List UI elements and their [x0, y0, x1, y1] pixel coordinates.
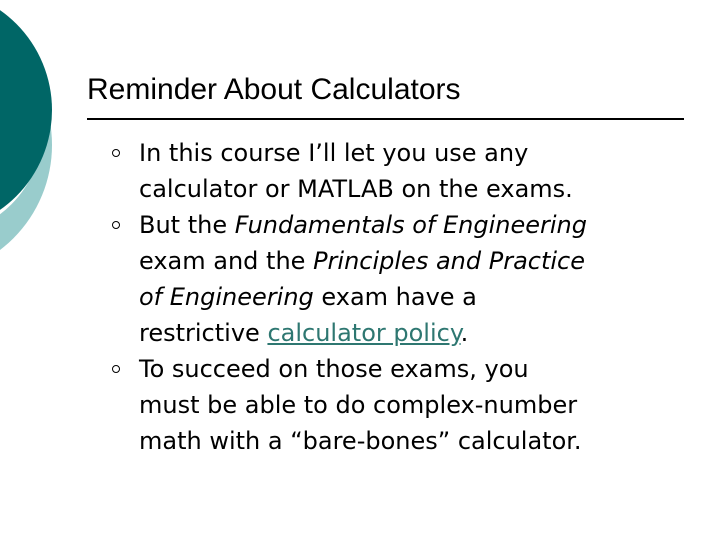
exam-name-italic: of Engineering [139, 283, 314, 311]
bullet-line [139, 279, 679, 315]
bullet-circle-icon [112, 149, 120, 157]
calculator-policy-link[interactable]: calculator policy [267, 319, 461, 347]
bullet-item-complex-math [0, 351, 679, 459]
text-run: exam and the [139, 247, 314, 275]
bullet-line [139, 207, 679, 243]
exam-name-italic: Fundamentals of Engineering [234, 211, 587, 239]
bullet-item-fe-exam-policy [0, 207, 679, 351]
slide-title: Reminder About Calculators [87, 73, 461, 106]
bullet-circle-icon [112, 365, 120, 373]
exam-name-italic: Principles and Practice [313, 247, 586, 275]
title-underline [87, 118, 684, 120]
text-run: exam have a [313, 283, 477, 311]
bullet-line: math with a “bare-bones” calculator. [139, 427, 582, 455]
text-run: . [460, 319, 469, 347]
bullet-line [139, 243, 679, 279]
text-run: But the [139, 211, 235, 239]
bullet-line: calculator or MATLAB on the exams. [139, 175, 573, 203]
text-run: restrictive [139, 319, 268, 347]
bullet-line: To succeed on those exams, you [139, 355, 529, 383]
bullet-line [139, 315, 679, 351]
bullet-list [0, 135, 679, 459]
bullet-line: In this course I’ll let you use any [139, 139, 529, 167]
bullet-item-calculator-allowed [0, 135, 679, 207]
bullet-line: must be able to do complex-number [139, 391, 578, 419]
bullet-circle-icon [112, 221, 120, 229]
